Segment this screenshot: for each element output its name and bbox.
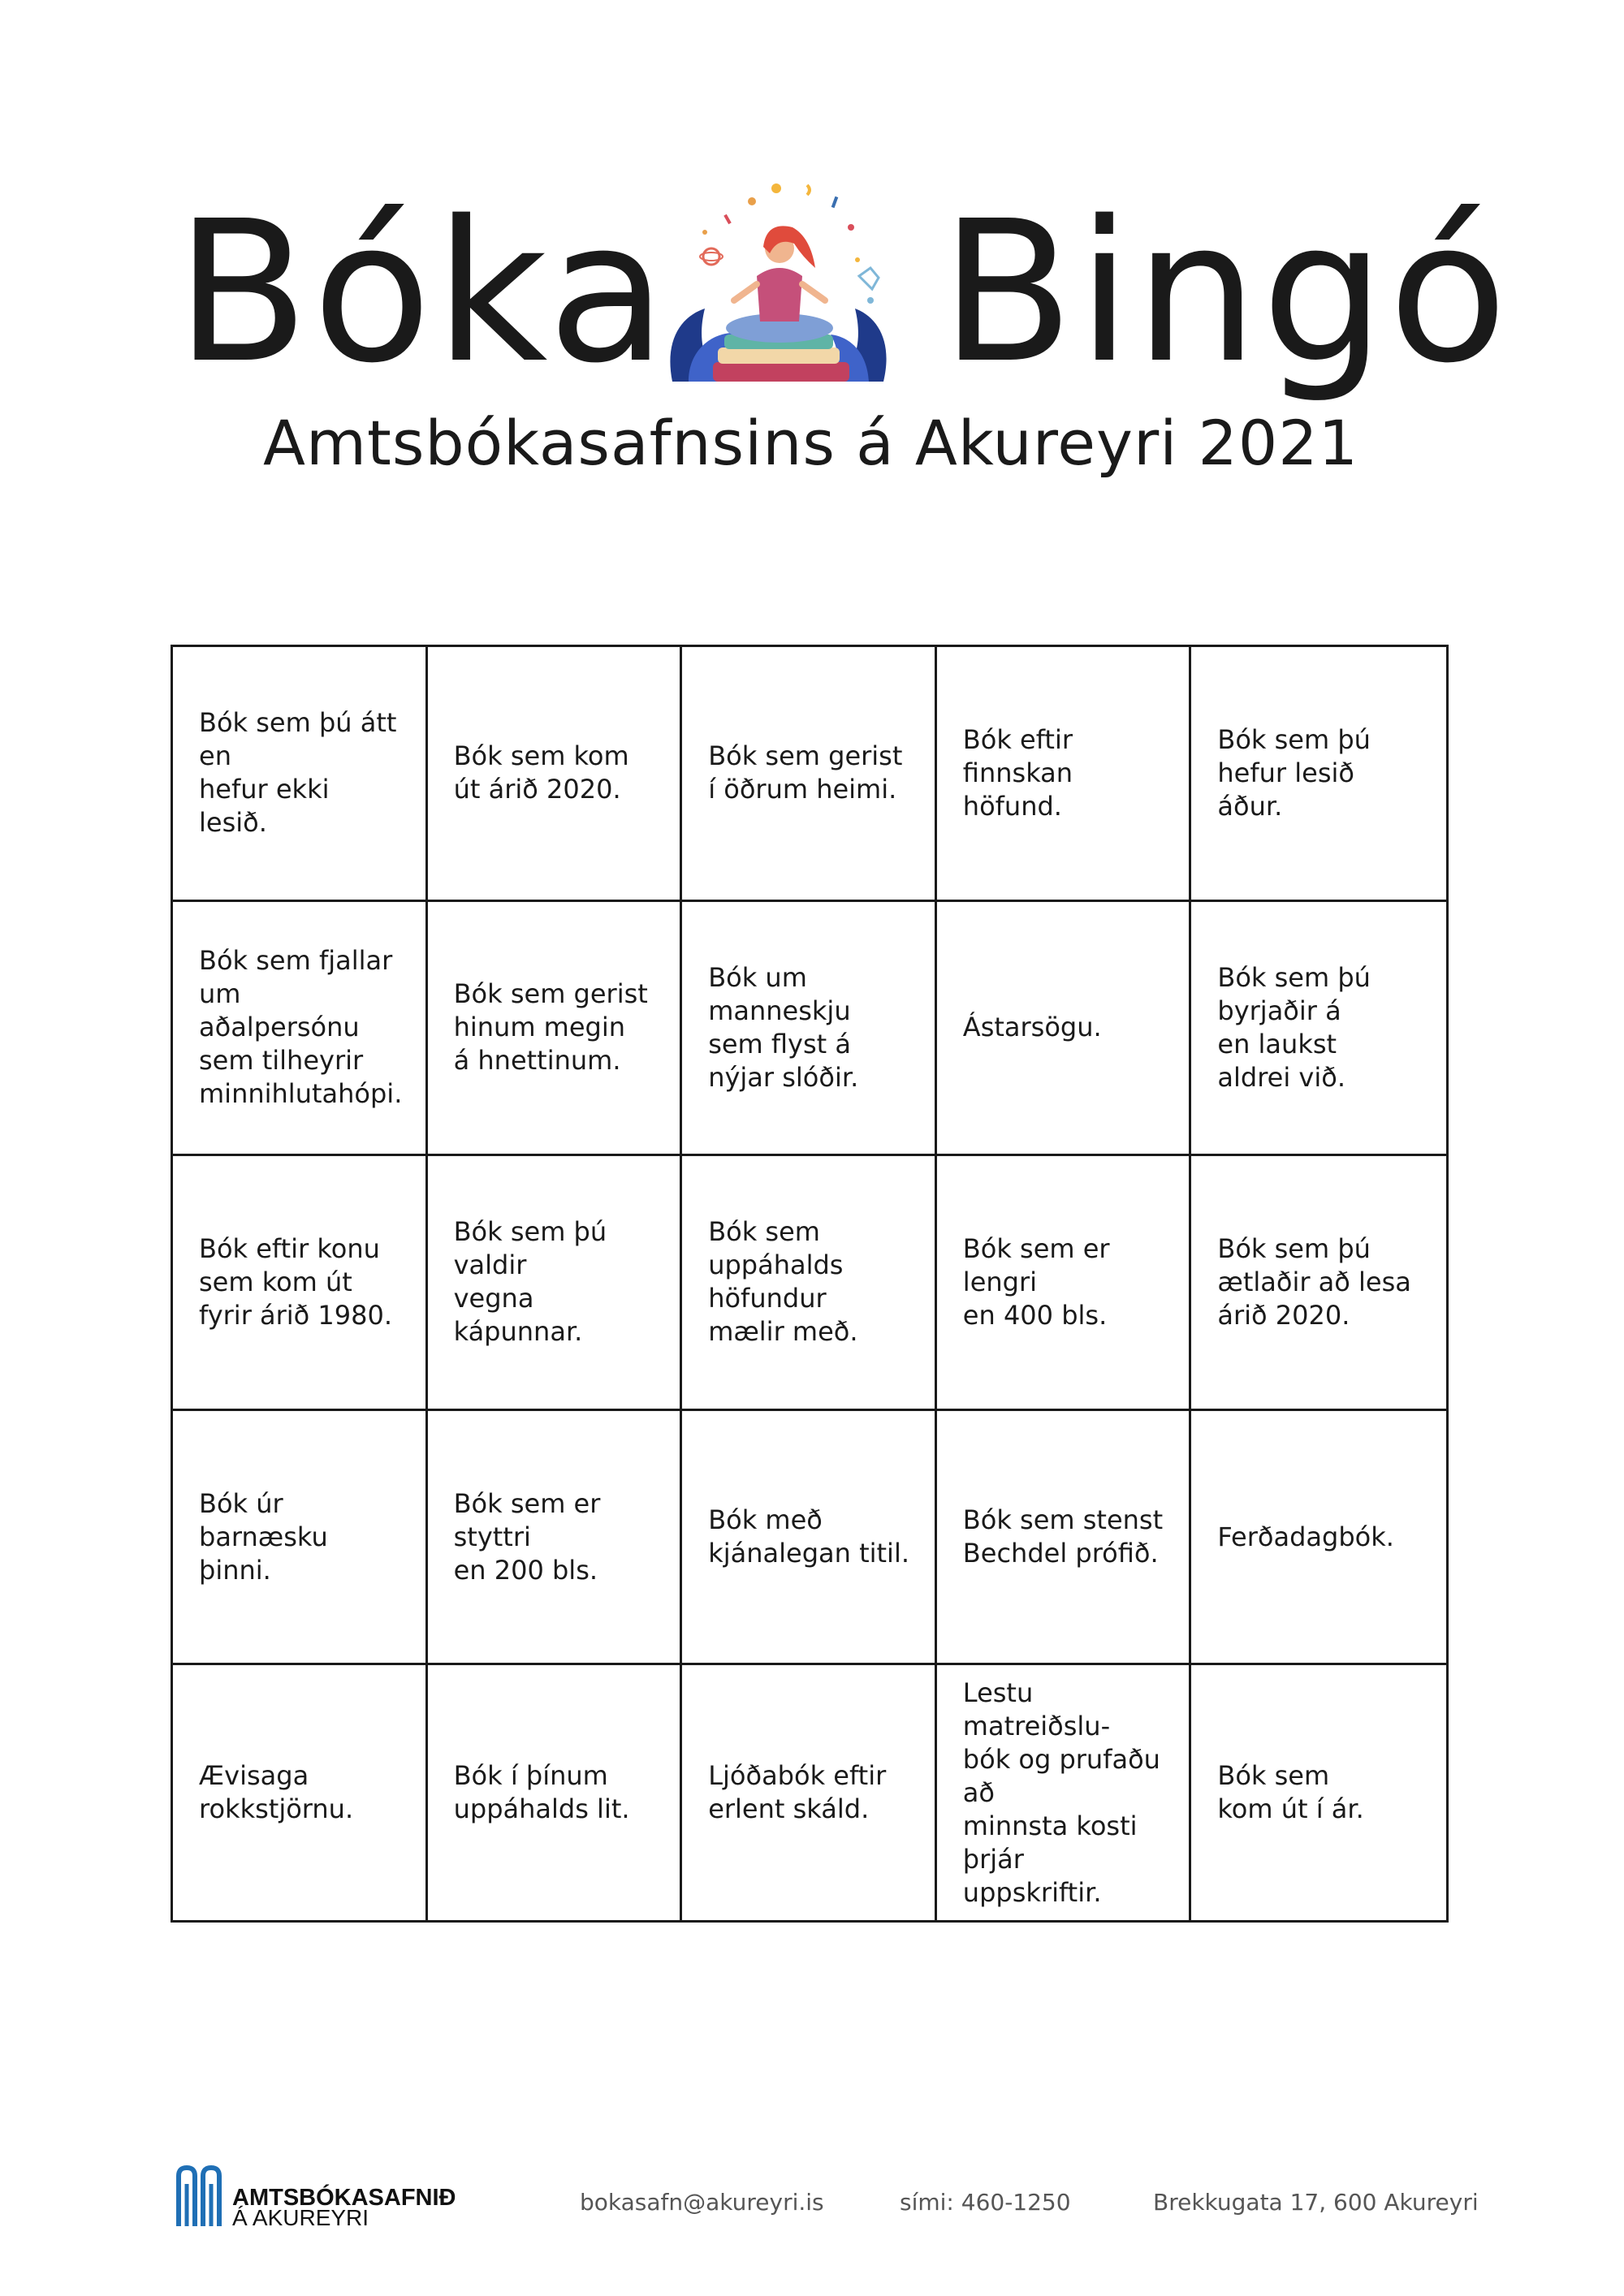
bingo-cell[interactable]: Ævisaga rokkstjörnu. — [173, 1665, 428, 1920]
bingo-cell[interactable]: Ljóðabók eftir erlent skáld. — [682, 1665, 937, 1920]
bingo-cell[interactable]: Lestu matreiðslu- bók og prufaðu að minnsta kosti þrjár uppskriftir. — [937, 1665, 1192, 1920]
logo-subtitle: Á AKUREYRI — [232, 2205, 369, 2230]
bingo-cell[interactable]: Ferðadagbók. — [1191, 1411, 1446, 1666]
bingo-cell[interactable]: Bók með kjánalegan titil. — [682, 1411, 937, 1666]
logo-name: AMTSBÓKASAFNIÐ — [232, 2185, 456, 2211]
page-subtitle: Amtsbókasafnsins á Akureyri 2021 — [263, 407, 1358, 479]
bingo-cell[interactable]: Bók eftir konu sem kom út fyrir árið 1980. — [173, 1156, 428, 1411]
footer-address: Brekkugata 17, 600 Akureyri — [1153, 2189, 1479, 2216]
bingo-cell[interactable]: Bók sem þú byrjaðir á en laukst aldrei við. — [1191, 902, 1446, 1157]
bingo-cell[interactable]: Ástarsögu. — [937, 902, 1192, 1157]
bingo-cell[interactable]: Bók sem kom út í ár. — [1217, 1760, 1364, 1825]
bingo-cell[interactable]: Bók sem stenst Bechdel prófið. — [937, 1411, 1192, 1666]
bingo-cell[interactable]: Bók í þínum uppáhalds lit. — [428, 1665, 683, 1920]
bingo-cell[interactable]: Bók sem er styttri en 200 bls. — [428, 1411, 683, 1666]
title-word-left: Bóka — [175, 179, 671, 406]
library-columns-logo-icon — [175, 2164, 222, 2226]
bingo-cell[interactable]: Bók sem er lengri en 400 bls. — [937, 1156, 1192, 1411]
footer-email[interactable]: bokasafn@akureyri.is — [580, 2189, 824, 2216]
bingo-cell[interactable]: Bók sem þú hefur lesið áður. — [1191, 647, 1446, 902]
footer-phone: sími: 460-1250 — [900, 2189, 1071, 2216]
bingo-cell[interactable]: Bók úr barnæsku þinni. — [173, 1411, 428, 1666]
bingo-cell[interactable]: Bók sem þú ætlaðir að lesa árið 2020. — [1191, 1156, 1446, 1411]
bingo-cell[interactable]: Bók sem kom út árið 2020. — [428, 647, 683, 902]
bingo-cell[interactable]: Bók um manneskju sem flyst á nýjar slóðir. — [682, 902, 937, 1157]
bingo-cell[interactable]: Bók sem gerist hinum megin á hnettinum. — [428, 902, 683, 1157]
bingo-cell[interactable]: Bók eftir finnskan höfund. — [937, 647, 1192, 902]
footer — [0, 2164, 1624, 2238]
bingo-grid — [171, 645, 1449, 1923]
bingo-cell[interactable]: Bók sem þú valdir vegna kápunnar. — [428, 1156, 683, 1411]
bingo-cell[interactable]: Bók sem fjallar um aðalpersónu sem tilheyrir minnihlutahópi. — [173, 902, 428, 1157]
bingo-cell[interactable]: Bók sem uppáhalds höfundur mælir með. — [682, 1156, 937, 1411]
title-word-right: Bingó — [940, 179, 1511, 406]
woman-meditating-on-books-icon — [656, 179, 900, 390]
bingo-cell[interactable]: Bók sem þú átt en hefur ekki lesið. — [173, 647, 428, 902]
bingo-cell[interactable]: Bók sem gerist í öðrum heimi. — [682, 647, 937, 902]
